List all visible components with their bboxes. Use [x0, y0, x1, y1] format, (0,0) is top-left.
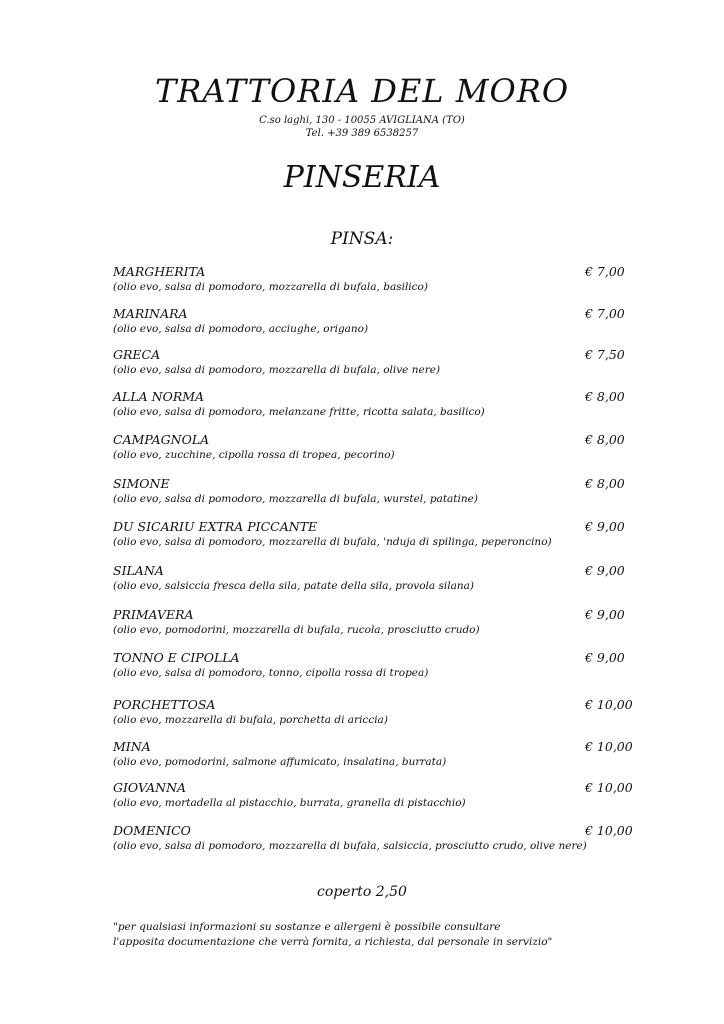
allergen-note-line-1: "per qualsiasi informazioni su sostanze e allergeni è possibile consultare: [113, 921, 501, 933]
item-description: (olio evo, salsa di pomodoro, mozzarella di bufala, olive nere): [113, 364, 441, 376]
menu-item: [113, 432, 643, 462]
item-name: MINA: [113, 739, 151, 754]
item-name: PRIMAVERA: [113, 607, 194, 622]
item-description: (olio evo, mortadella al pistacchio, burrata, granella di pistacchio): [113, 797, 466, 809]
item-name: TONNO E CIPOLLA: [113, 650, 240, 665]
section-title: PINSA:: [330, 229, 394, 249]
item-description: (olio evo, salsa di pomodoro, mozzarella di bufala, 'nduja di spilinga, peperoncino): [113, 536, 552, 548]
allergen-note-line-2: l'apposita documentazione che verrà fornita, a richiesta, dal personale in servizio": [113, 936, 553, 948]
item-price: € 10,00: [585, 823, 633, 838]
item-description: (olio evo, salsa di pomodoro, tonno, cipolla rossa di tropea): [113, 667, 429, 679]
item-name: GRECA: [113, 347, 161, 362]
item-name: ALLA NORMA: [113, 389, 205, 404]
item-name: DU SICARIU EXTRA PICCANTE: [113, 519, 318, 534]
item-name: GIOVANNA: [113, 780, 187, 795]
item-description: (olio evo, mozzarella di bufala, porchetta di ariccia): [113, 714, 388, 726]
item-description: (olio evo, salsa di pomodoro, acciughe, origano): [113, 323, 369, 335]
item-description: (olio evo, salsa di pomodoro, melanzane fritte, ricotta salata, basilico): [113, 406, 485, 418]
menu-item: [113, 739, 643, 769]
item-name: CAMPAGNOLA: [113, 432, 210, 447]
item-price: € 7,00: [585, 306, 625, 321]
item-price: € 10,00: [585, 739, 633, 754]
item-name: PORCHETTOSA: [113, 697, 216, 712]
menu-item: [113, 780, 643, 810]
item-description: (olio evo, salsa di pomodoro, mozzarella di bufala, basilico): [113, 281, 428, 293]
menu-item: [113, 389, 643, 419]
item-name: MARGHERITA: [113, 264, 206, 279]
item-price: € 9,00: [585, 650, 625, 665]
item-description: (olio evo, pomodorini, mozzarella di bufala, rucola, prosciutto crudo): [113, 624, 480, 636]
item-description: (olio evo, zucchine, cipolla rossa di tropea, pecorino): [113, 449, 395, 461]
item-price: € 8,00: [585, 476, 625, 491]
item-price: € 10,00: [585, 780, 633, 795]
item-name: SILANA: [113, 563, 164, 578]
menu-item: [113, 697, 643, 727]
menu-item: [113, 607, 643, 637]
menu-item: [113, 264, 643, 294]
item-name: DOMENICO: [113, 823, 191, 838]
item-price: € 7,50: [585, 347, 625, 362]
item-description: (olio evo, pomodorini, salmone affumicato, insalatina, burrata): [113, 756, 447, 768]
restaurant-address: C.so laghi, 130 - 10055 AVIGLIANA (TO): [259, 115, 465, 126]
item-price: € 9,00: [585, 607, 625, 622]
menu-item: [113, 563, 643, 593]
menu-item: [113, 650, 643, 680]
item-description: (olio evo, salsa di pomodoro, mozzarella di bufala, wurstel, patatine): [113, 493, 478, 505]
item-price: € 10,00: [585, 697, 633, 712]
cover-charge: coperto 2,50: [317, 884, 407, 900]
item-name: SIMONE: [113, 476, 170, 491]
item-price: € 7,00: [585, 264, 625, 279]
item-name: MARINARA: [113, 306, 188, 321]
item-price: € 9,00: [585, 519, 625, 534]
menu-item: [113, 519, 643, 549]
restaurant-phone: Tel. +39 389 6538257: [305, 128, 419, 139]
menu-item: [113, 306, 643, 336]
item-price: € 8,00: [585, 432, 625, 447]
item-price: € 8,00: [585, 389, 625, 404]
item-price: € 9,00: [585, 563, 625, 578]
menu-item: [113, 823, 643, 853]
item-description: (olio evo, salsiccia fresca della sila, patate della sila, provola silana): [113, 580, 474, 592]
restaurant-title: TRATTORIA DEL MORO: [154, 72, 570, 110]
menu-item: [113, 347, 643, 377]
menu-item: [113, 476, 643, 506]
menu-subtitle: PINSERIA: [283, 160, 441, 195]
item-description: (olio evo, salsa di pomodoro, mozzarella di bufala, salsiccia, prosciutto crudo, olive nere): [113, 840, 587, 852]
